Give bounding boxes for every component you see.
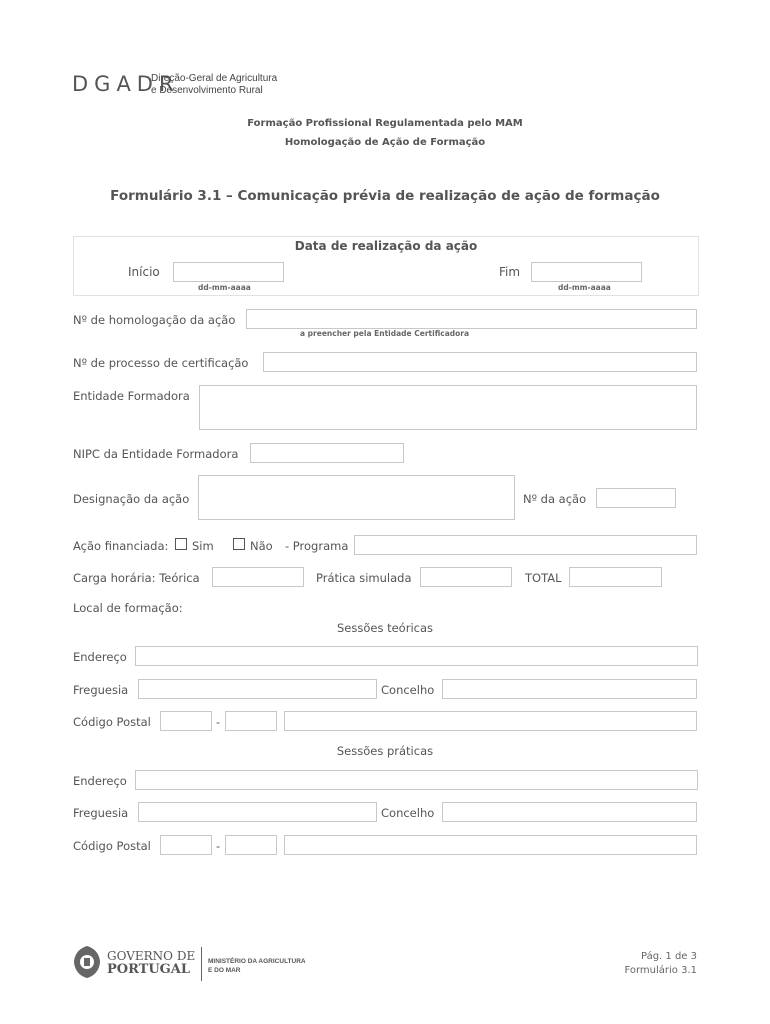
financed-label: Ação financiada: xyxy=(73,539,169,553)
practice-parish-input[interactable] xyxy=(138,802,377,822)
government-line1: GOVERNO DE xyxy=(107,949,196,963)
financed-no-checkbox[interactable] xyxy=(233,538,245,550)
org-name-line1: Direção-Geral de Agricultura xyxy=(151,73,278,84)
practice-postal-code-1[interactable] xyxy=(160,835,212,855)
location-label: Local de formação: xyxy=(73,601,183,615)
end-date-input[interactable] xyxy=(531,262,642,282)
nipc-label: NIPC da Entidade Formadora xyxy=(73,447,239,461)
practice-postal-locality-input[interactable] xyxy=(284,835,697,855)
process-label: Nº de processo de certificação xyxy=(73,356,249,370)
process-input[interactable] xyxy=(263,352,697,372)
hours-theory-input[interactable] xyxy=(212,567,304,587)
homologation-hint: a preencher pela Entidade Certificadora xyxy=(300,329,470,338)
program-input[interactable] xyxy=(354,535,697,555)
nipc-input[interactable] xyxy=(250,443,404,463)
practice-address-input[interactable] xyxy=(135,770,698,790)
theory-municipality-input[interactable] xyxy=(442,679,697,699)
hours-theory-label: Carga horária: Teórica xyxy=(73,571,200,585)
action-number-label: Nº da ação xyxy=(523,492,587,506)
designation-label: Designação da ação xyxy=(73,492,190,506)
government-line2: PORTUGAL xyxy=(107,962,191,977)
theory-parish-label: Freguesia xyxy=(73,683,129,697)
theory-postal-code-1[interactable] xyxy=(160,711,212,731)
hours-total-input[interactable] xyxy=(569,567,662,587)
hours-simulated-label: Prática simulada xyxy=(316,571,412,585)
ministry-name xyxy=(208,957,306,975)
end-date-hint: dd-mm-aaaa xyxy=(558,283,611,292)
practice-parish-label: Freguesia xyxy=(73,806,129,820)
page-title: Formulário 3.1 – Comunicação prévia de realização de ação de formação xyxy=(110,188,660,204)
org-name xyxy=(151,73,277,97)
theory-parish-input[interactable] xyxy=(138,679,377,699)
practice-postal-dash: - xyxy=(216,839,221,853)
start-date-label: Início xyxy=(128,265,160,279)
ministry-line2: E DO MAR xyxy=(208,967,241,974)
theory-postal-dash: - xyxy=(216,715,221,729)
homologation-input[interactable] xyxy=(246,309,697,329)
ministry-line1: MINISTÉRIO DA AGRICULTURA xyxy=(208,958,306,965)
designation-input[interactable] xyxy=(198,475,515,520)
portugal-crest-icon xyxy=(72,945,102,979)
entity-label: Entidade Formadora xyxy=(73,389,190,403)
practice-postal-code-2[interactable] xyxy=(225,835,277,855)
theory-postal-code-2[interactable] xyxy=(225,711,277,731)
homologation-label: Nº de homologação da ação xyxy=(73,313,236,327)
theory-address-input[interactable] xyxy=(135,646,698,666)
start-date-hint: dd-mm-aaaa xyxy=(198,283,251,292)
theory-address-label: Endereço xyxy=(73,650,127,664)
theory-postal-locality-input[interactable] xyxy=(284,711,697,731)
footer-divider xyxy=(201,947,202,981)
entity-input[interactable] xyxy=(199,385,697,430)
financed-no-label: Não xyxy=(250,539,273,553)
practice-municipality-input[interactable] xyxy=(442,802,697,822)
practice-sessions-title: Sessões práticas xyxy=(336,744,434,758)
hours-simulated-input[interactable] xyxy=(420,567,512,587)
page-number: Pág. 1 de 3 xyxy=(641,951,697,962)
subtitle-1: Formação Profissional Regulamentada pelo MAM xyxy=(247,118,523,129)
org-name-line2: e Desenvolvimento Rural xyxy=(151,85,263,96)
practice-address-label: Endereço xyxy=(73,774,127,788)
start-date-input[interactable] xyxy=(173,262,284,282)
dates-section-title: Data de realização da ação xyxy=(294,239,478,253)
practice-municipality-label: Concelho xyxy=(381,806,435,820)
action-number-input[interactable] xyxy=(596,488,676,508)
end-date-label: Fim xyxy=(499,265,521,279)
financed-yes-checkbox[interactable] xyxy=(175,538,187,550)
dgadr-logo-text: DGADR xyxy=(72,72,180,96)
practice-postal-label: Código Postal xyxy=(73,839,151,853)
theory-sessions-title: Sessões teóricas xyxy=(336,621,434,635)
hours-total-label: TOTAL xyxy=(525,571,562,585)
subtitle-2: Homologação de Ação de Formação xyxy=(284,137,486,148)
financed-yes-label: Sim xyxy=(192,539,214,553)
form-reference: Formulário 3.1 xyxy=(624,965,697,976)
theory-municipality-label: Concelho xyxy=(381,683,435,697)
program-label: - Programa xyxy=(285,539,349,553)
theory-postal-label: Código Postal xyxy=(73,715,151,729)
government-logo-text xyxy=(107,950,195,976)
